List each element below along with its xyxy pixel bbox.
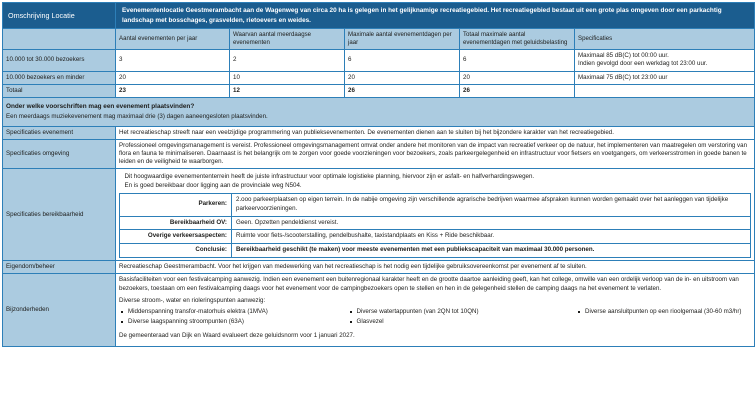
- location-specification-table: [2, 2, 755, 347]
- bereikbaarheid-key-parkeren: Parkeren:: [120, 194, 232, 217]
- column-header-row: [3, 29, 755, 50]
- section-row-specificaties-evenement: [3, 126, 755, 139]
- list-item: Diverse laagspanning stroompunten (63A): [128, 318, 342, 327]
- total-multiday-events: 12: [230, 84, 345, 97]
- column-header-multiday-events: Waarvan aantal meerdaagse evenementen: [230, 29, 345, 50]
- bereikbaarheid-item-conclusie: [120, 244, 751, 258]
- section-label-specificaties-evenement: Specificaties evenement: [3, 126, 116, 139]
- voorschriften-band-row: [3, 98, 755, 127]
- list-item: Diverse watertappunten (van 2QN tot 10QN): [357, 308, 571, 317]
- bereikbaarheid-intro-line-1: Dit hoogwaardige evenemententerrein heeft de juiste infrastructuur voor optimale logistieke planning, hiervoor zijn er asfalt- en halfverhardingswegen.: [124, 173, 535, 181]
- section-text-specificaties-evenement: Het recreatieschap streeft naar een veelzijdige programmering van publieksevenementen. De evenementen dienen aan te sluiten bij het bijzondere karakter van het recreatiegebied.: [116, 126, 755, 139]
- row-label-total: Totaal: [3, 84, 116, 97]
- section-label-specificaties-bereikbaarheid: Specificaties bereikbaarheid: [3, 169, 116, 261]
- bereikbaarheid-item-parkeren: [120, 194, 751, 217]
- column-header-blank: [3, 29, 116, 50]
- bereikbaarheid-key-ov: Bereikbaarheid OV:: [120, 216, 232, 230]
- header-row: [3, 3, 755, 29]
- bereikbaarheid-subtable: [119, 171, 751, 258]
- spec-line: Maximaal 75 dB(C) tot 23:00 uur: [578, 73, 668, 81]
- bereikbaarheid-item-overige: [120, 230, 751, 244]
- section-text-specificaties-omgeving: Professioneel omgevingsmanagement is vereist. Professioneel omgevingsmanagement omvat onder andere het monitoren van de impact van recreatief verkeer op de natuur, het implementeren van maatregelen om verstoring van flora en fauna te minimaliseren. Daarnaast is het belangrijk om te zorgen voor goede voorzieningen voor bezoekers, zoals parkeergelegenheid en infrastructuur voor fietsers en voetgangers, om verkeersstromen in goede banen te leiden en de veiligheid te waarborgen.: [116, 139, 755, 169]
- column-header-specifications: Specificaties: [575, 29, 755, 50]
- cell-specifications: [575, 71, 755, 84]
- spec-line: Maximaal 85 dB(C) tot 00:00 uur.: [578, 52, 669, 60]
- bereikbaarheid-item-ov: [120, 216, 751, 230]
- utilities-list-3: [576, 308, 745, 317]
- section-row-bijzonderheden: [3, 274, 755, 347]
- cell-multiday-events: 10: [230, 71, 345, 84]
- bijzonderheden-paragraph-1: Basisfaciliteiten voor een festivalcamping aanwezig. Indien een evenement een buitenregionaal karakter heeft en de grootte daartoe aanleiding geeft, kan het college, omwille van een ordelijk verloop van de in- en uitstroom van bezoekers, toestaan om een festivalcamping daags voor het evenement voor de campingbezoekers open te stellen en hen in de gelegenheid stellen de camping daags na het evenement te verlaten.: [119, 276, 739, 293]
- bereikbaarheid-value-conclusie: Bereikbaarheid geschikt (te maken) voor meeste evenementen met een publiekscapaciteit van maximaal 30.000 personen.: [232, 244, 751, 258]
- cell-max-event-days: 6: [345, 50, 460, 71]
- bijzonderheden-paragraph-2: Diverse stroom-, water en rioleringspunten aanwezig:: [119, 297, 266, 305]
- utilities-column-2: [348, 308, 577, 329]
- bereikbaarheid-key-conclusie: Conclusie:: [120, 244, 232, 258]
- spec-line: Indien gevolgd door een werkdag tot 23:00 uur.: [578, 60, 708, 68]
- list-item: Diverse aansluitpunten op een rioolgemaal (30-60 m3/hr): [585, 308, 745, 317]
- section-row-specificaties-bereikbaarheid: [3, 169, 755, 261]
- list-item: Glasvezel: [357, 318, 571, 327]
- voorschriften-title: Onder welke voorschriften mag een evenement plaatsvinden?: [6, 102, 195, 110]
- cell-max-noise-days: 6: [460, 50, 575, 71]
- section-label-specificaties-omgeving: Specificaties omgeving: [3, 139, 116, 169]
- list-item: Middenspanning transfor-matorhuis elektra (1MVA): [128, 308, 342, 317]
- total-max-noise-days: 26: [460, 84, 575, 97]
- section-label-bijzonderheden: Bijzonderheden: [3, 274, 116, 347]
- location-description-label: Omschrijving Locatie: [3, 3, 116, 29]
- location-description-text: Evenementenlocatie Geestmerambacht aan de Wagenweg van circa 20 ha is gelegen in het gelijknamige recreatiegebied. Het recreatiegebied bestaat uit een grote plas omgeven door een parkachtig landschap met bosschages, grasvelden, rietoevers en weides.: [116, 3, 755, 29]
- column-header-max-noise-days: Totaal maximale aantal evenementdagen met geluidsbelasting: [460, 29, 575, 50]
- table-row-total: [3, 84, 755, 97]
- cell-multiday-events: 2: [230, 50, 345, 71]
- utilities-column-3: [576, 308, 751, 329]
- cell-max-event-days: 20: [345, 71, 460, 84]
- bereikbaarheid-content: [116, 169, 755, 261]
- bijzonderheden-closing: De gemeenteraad van Dijk en Waard evalueert deze geluidsnorm voor 1 januari 2027.: [119, 331, 355, 339]
- row-label-10000-and-less: 10.000 bezoekers en minder: [3, 71, 116, 84]
- column-header-max-event-days: Maximale aantal evenementdagen per jaar: [345, 29, 460, 50]
- section-text-eigendom-beheer: Recreatieschap Geestmerambacht. Voor het krijgen van medewerking van het recreatieschap is het nodig een tijdelijke gebruiksovereenkomst per evenement af te sluiten.: [116, 261, 755, 274]
- utilities-list-2: [348, 308, 571, 327]
- table-row: [3, 71, 755, 84]
- utilities-column-1: [119, 308, 348, 329]
- cell-max-noise-days: 20: [460, 71, 575, 84]
- voorschriften-subtitle: Een meerdaags muziekevenement mag maximaal drie (3) dagen aaneengesloten plaatsvinden.: [6, 112, 268, 120]
- total-max-event-days: 26: [345, 84, 460, 97]
- bereikbaarheid-value-parkeren: 2.ooo parkeerplaatsen op eigen terrein. In de nabije omgeving zijn verschillende agrarische bedrijven waarmee afspraken kunnen worden gemaakt over het aanleggen van tijdelijke parkeervoorzieningen.: [232, 194, 751, 217]
- column-header-events-per-year: Aantal evenementen per jaar: [116, 29, 230, 50]
- section-text-bijzonderheden: [116, 274, 755, 347]
- total-specifications-blank: [575, 84, 755, 97]
- bereikbaarheid-value-ov: Geen. Opzetten pendeldienst vereist.: [232, 216, 751, 230]
- bereikbaarheid-key-overige: Overige verkeersaspecten:: [120, 230, 232, 244]
- bereikbaarheid-intro: [120, 171, 751, 193]
- bereikbaarheid-intro-row: [120, 171, 751, 193]
- total-events-per-year: 23: [116, 84, 230, 97]
- cell-events-per-year: 3: [116, 50, 230, 71]
- voorschriften-band: [3, 98, 755, 127]
- section-row-specificaties-omgeving: [3, 139, 755, 169]
- cell-specifications: [575, 50, 755, 71]
- utilities-bullet-columns: [119, 308, 751, 329]
- section-row-eigendom-beheer: [3, 261, 755, 274]
- utilities-list-1: [119, 308, 342, 327]
- bereikbaarheid-intro-line-2: En is goed bereikbaar door ligging aan de provinciale weg N504.: [124, 182, 302, 190]
- cell-events-per-year: 20: [116, 71, 230, 84]
- row-label-10000-to-30000: 10.000 tot 30.000 bezoekers: [3, 50, 116, 71]
- bereikbaarheid-value-overige: Ruimte voor fiets-/scooterstalling, pendelbushalte, taxistandplaats en Kiss + Ride beschikbaar.: [232, 230, 751, 244]
- table-row: [3, 50, 755, 71]
- section-label-eigendom-beheer: Eigendom/beheer: [3, 261, 116, 274]
